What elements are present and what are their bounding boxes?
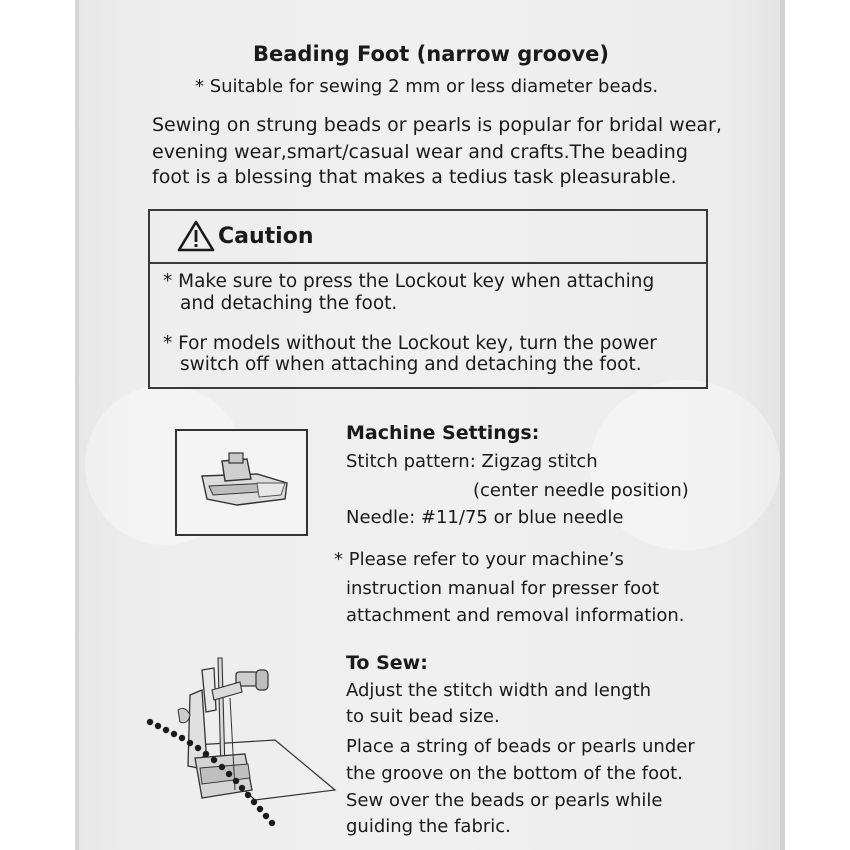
note-line: * Please refer to your machine’s <box>334 549 624 570</box>
caution-item: * Make sure to press the Lockout key when attaching <box>163 271 655 292</box>
setting-line: Stitch pattern: Zigzag stitch <box>346 451 598 472</box>
page-title: Beading Foot (narrow groove) <box>253 42 609 66</box>
note-line: instruction manual for presser foot <box>346 578 660 599</box>
intro-line: evening wear,smart/casual wear and crafts.The beading <box>152 141 688 163</box>
setting-line: Needle: #11/75 or blue needle <box>346 507 624 528</box>
to-sew-line: Place a string of beads or pearls under <box>346 736 695 757</box>
card-edge <box>780 0 785 850</box>
machine-settings-heading: Machine Settings: <box>346 422 540 444</box>
caution-divider <box>148 262 708 264</box>
to-sew-line: Sew over the beads or pearls while <box>346 790 663 811</box>
intro-line: foot is a blessing that makes a tedius task pleasurable. <box>152 166 677 188</box>
to-sew-line: to suit bead size. <box>346 706 500 727</box>
to-sew-line: the groove on the bottom of the foot. <box>346 763 683 784</box>
setting-line: (center needle position) <box>473 480 689 501</box>
intro-line: Sewing on strung beads or pearls is popular for bridal wear, <box>152 114 722 136</box>
warning-triangle-icon <box>176 219 216 253</box>
subtitle: * Suitable for sewing 2 mm or less diameter beads. <box>195 76 659 97</box>
presser-foot-icon <box>177 431 306 534</box>
caution-item: and detaching the foot. <box>180 293 398 314</box>
caution-item: * For models without the Lockout key, turn the power <box>163 333 657 354</box>
note-line: attachment and removal information. <box>346 605 685 626</box>
beading-foot-image <box>175 429 308 536</box>
card-edge <box>75 0 79 850</box>
sewing-diagram <box>140 650 340 850</box>
caution-item: switch off when attaching and detaching the foot. <box>180 354 642 375</box>
to-sew-line: guiding the fabric. <box>346 816 511 837</box>
to-sew-heading: To Sew: <box>346 652 428 674</box>
caution-title: Caution <box>218 224 314 249</box>
to-sew-line: Adjust the stitch width and length <box>346 680 652 701</box>
